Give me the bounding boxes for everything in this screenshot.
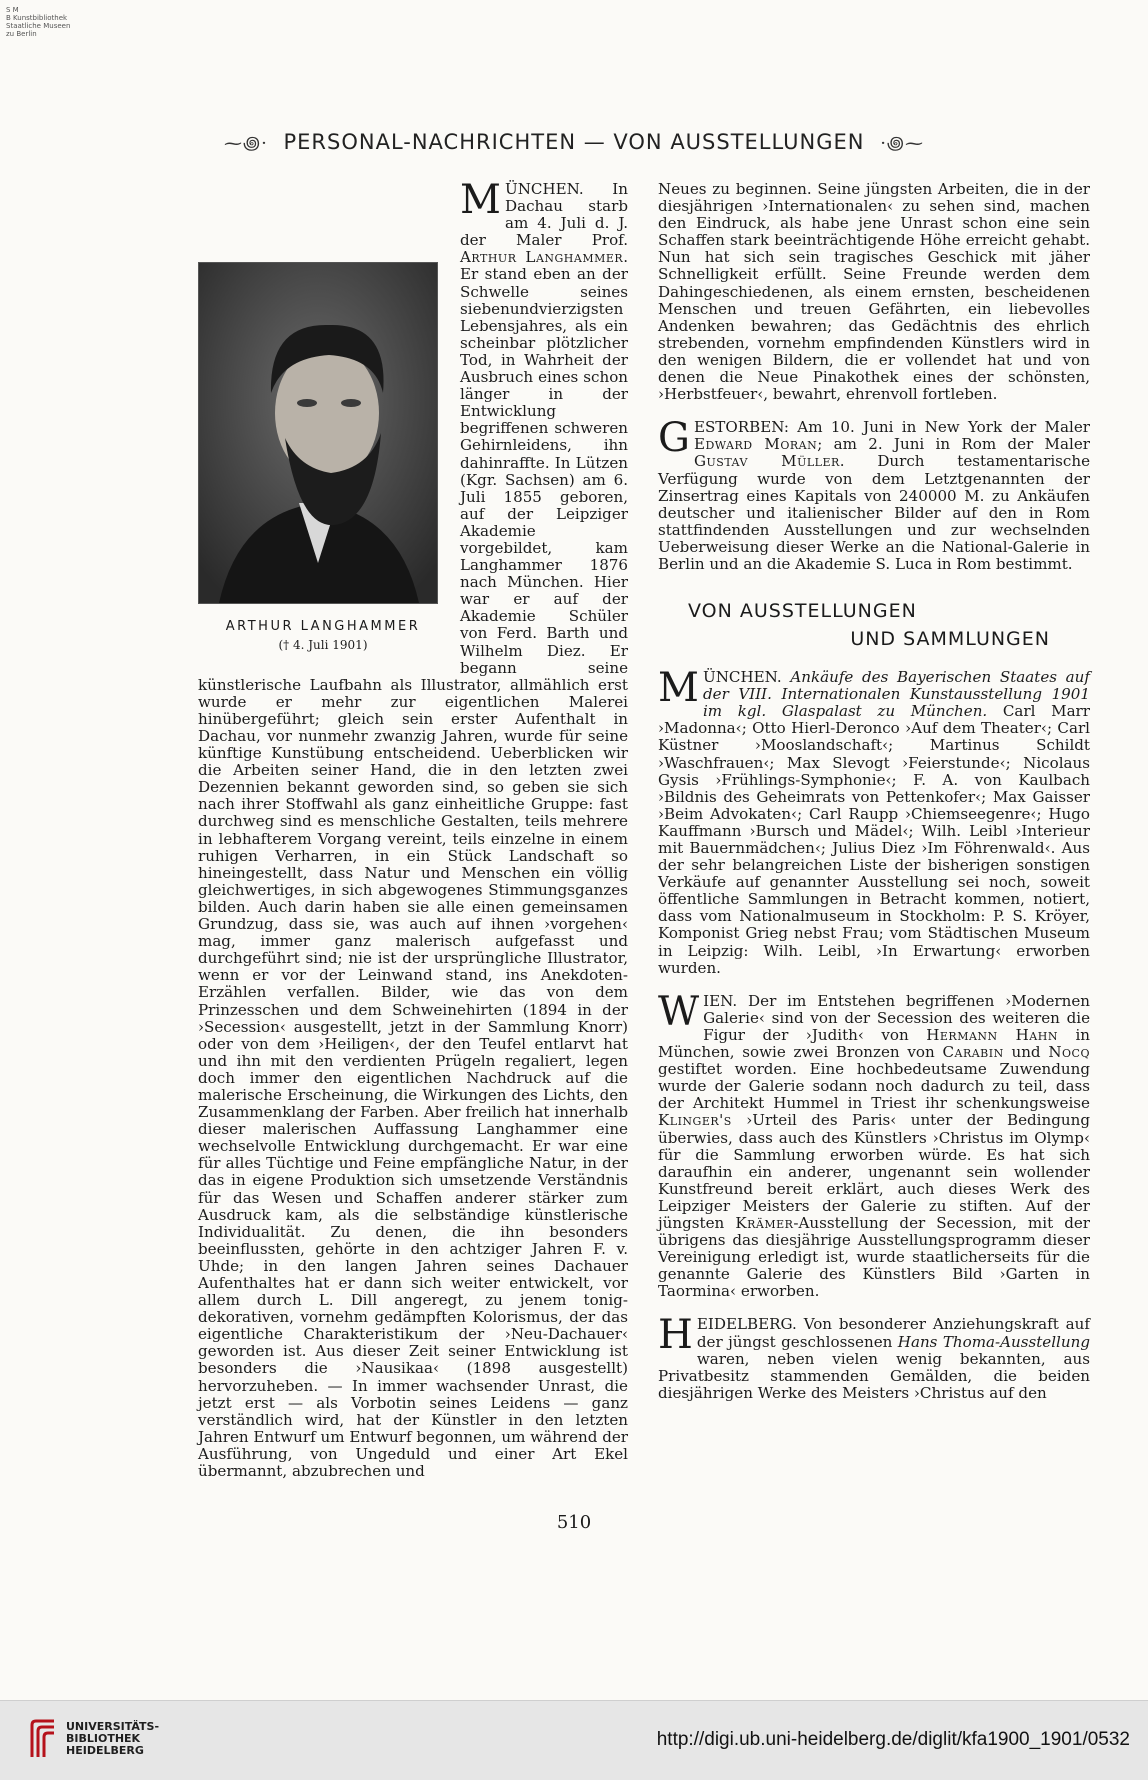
portrait-photo — [198, 262, 438, 604]
muenchen-paragraph: MÜNCHEN. Ankäufe des Bayerischen Staates auf der VIII. Internationalen Kunstausstellung 1901 im kgl. Glaspalast zu München. Carl Marr ›Madonna‹; Otto Hierl-Deronco ›Auf dem Theater‹; Carl Küstner ›Mooslandschaft‹; Martinus Schildt ›Waschfrauen‹; Max Slevogt ›Feierstunde‹; Nicolaus Gysis ›Frühlings-Symphonie‹; F. A. von Kaulbach ›Bildnis des Geheimrats von Pettenkofer‹; Max Gaisser ›Beim Advokaten‹; Carl Raupp ›Chiemseegenre‹; Hugo Kauffmann ›Bursch und Mädel‹; Wilh. Leibl ›Interieur mit Bauernmädchen‹; Julius Diez ›Im Föhrenwald‹. Aus der sehr belangreichen Liste der bisherigen sonstigen Verkäufe auf genannter Ausstellung sei noch, soweit öffentliche Sammlungen in Betracht kommen, notiert, dass vom Nationalmuseum in Stockholm: P. S. Kröyer, Komponist Grieg nebst Frau; vom Städtischen Museum in Leipzig: Wilh. Leibl, ›In Erwartung‹ erworben wurden. — [658, 665, 1090, 977]
continued-paragraph: Neues zu beginnen. Seine jüngsten Arbeiten, die in der diesjährigen ›Internationalen‹ zu sehen sind, machen den Eindruck, als habe jene Unrast schon eine sein Schaffen stark beeinträchtigende Höhe erreicht gehabt. Nun hat sich sein tragisches Geschick mit jäher Schnelligkeit erfüllt. Seine Freunde werden dem Dahingeschiedenen, als einem ernsten, bescheidenen Menschen und treuen Gefährten, ein liebevolles Andenken bewahren; das Gedächtnis des ehrlich strebenden, vornehm empfindenden Künstlers wird in den wenigen Bildern, die er vollendet hat und von denen die Neue Pinakothek eines der schönsten, ›Herbstfeuer‹, bewahrt, ehrenvoll fortleben. — [658, 180, 1090, 404]
section-title-line2: UND SAMMLUNGEN — [850, 628, 1050, 651]
drop-cap: W — [658, 988, 700, 1035]
left-column — [198, 177, 629, 1481]
portrait-figure — [198, 262, 448, 654]
left-ornament-icon: ⁓꩜· — [223, 133, 268, 154]
running-header — [0, 130, 1148, 156]
library-logo-icon — [28, 1719, 58, 1763]
permalink-url[interactable]: http://digi.ub.uni-heidelberg.de/diglit/kfa1900_1901/0532 — [656, 1729, 1130, 1750]
stamp-line: B Kunstbibliothek — [6, 14, 68, 22]
portrait-caption-name: ARTHUR LANGHAMMER — [225, 619, 421, 634]
stamp-line: Staatliche Museen — [6, 22, 71, 30]
person-name: Gustav Müller — [693, 452, 840, 471]
right-column — [658, 181, 1090, 1402]
portrait-caption-date: († 4. Juli 1901) — [278, 638, 368, 653]
drop-cap: H — [658, 1312, 693, 1359]
drop-cap: M — [658, 665, 699, 712]
drop-cap: G — [658, 415, 690, 462]
header-title: PERSONAL-NACHRICHTEN — VON AUSSTELLUNGEN — [283, 130, 865, 154]
heidelberg-paragraph: HEIDELBERG. Von besonderer Anziehungskraft auf der jüngst geschlossenen Hans Thoma-Ausstellung waren, neben vielen wenig bekannten, aus Privatbesitz stammenden Gemälden, die beiden diesjährigen Werke des Meisters ›Christus auf den — [658, 1312, 1090, 1402]
person-name: Edward Moran — [693, 435, 818, 454]
gestorben-paragraph: GESTORBEN: Am 10. Juni in New York der Maler Edward Moran; am 2. Juni in Rom der Maler Gustav Müller. Durch testamentarische Verfügung wurde von dem Letztgenannten der Zinsertrag eines Kapitals von 240000 M. zu Ankäufen deutscher und italienischer Bilder auf den in Rom stattfindenden Ausstellungen und zur wechselnden Ueberweisung dieser Werke an die National-Galerie in Berlin und an die Akademie S. Luca in Rom bestimmt. — [658, 415, 1090, 573]
obituary-paragraph: MÜNCHEN. In Dachau starb am 4. Juli d. J. der Maler Prof. Arthur Langhammer. Er stand eben an der Schwelle seines siebenundvierzigsten Lebensjahres, als ein scheinbar plötzlicher Tod, in Wahrheit der Ausbruch eines schon länger in der Entwicklung begriffenen schweren Gehirnleidens, ihn dahinraffte. In Lützen (Kgr. Sachsen) am 6. Juli 1855 geboren, auf der Leipziger Akademie vorgebildet, kam Langhammer 1876 nach München. Hier war er auf der Akademie Schüler von Ferd. Barth und Wilhelm Diez. Er begann seine künstlerische Laufbahn als Illustrator, allmählich erst wurde er mehr zur eigentlichen Malerei hinübergeführt; gleich sein erster Aufenthalt in Dachau, vor nunmehr zwanzig Jahren, wurde für seine künftige Kunstübung entscheidend. Ueberblicken wir die Arbeiten seiner Hand, die in den letzten zwei Dezennien bekannt geworden sind, so geben sie sich nach ihrer Stoffwahl als ganz einheitliche Gruppe: fast durchweg sind es menschliche Gestalten, teils mehrere in lebhafterem Vorgang vereint, teils einzelne in einem ruhigen Verharren, in ein Stück Landschaft so hineingestellt, dass Natur und Menschen ein völlig gleichwertiges, in sich abgewogenes Stimmungsganzes bilden. Auch darin haben sie alle einen gemeinsamen Grundzug, dass sie, was auch auf ihnen ›vorgehen‹ mag, immer ganz malerisch aufgefasst und durchgeführt sind; nie ist der ursprüngliche Illustrator, wenn er vor der Leinwand stand, ins Anekdoten-Erzählen verfallen. Bilder, wie das von dem Prinzesschen und dem Schweinehirten (1894 in der ›Secession‹ ausgestellt, jetzt in der Sammlung Knorr) oder von dem ›Heiligen‹, der den Teufel entlarvt hat und ihn mit den verdienten Prügeln regaliert, legen doch immer den eigentlichen Nachdruck auf die malerische Erscheinung, die Wirkungen des Lichts, den Zusammenklang der Farben. Aber freilich hat innerhalb dieser malerischen Auffassung Langhammer eine wechselvolle Entwicklung durchgemacht. Er war eine für alles Tüchtige und Feine empfängliche Natur, in der das in eigene Produktion sich umsetzende Verständnis für das Wesen und Schaffen anderer stärker zum Ausdruck kam, als die selbständige künstlerische Individualität. Zu denen, die ihn besonders beeinflussten, gehörte in den achtziger Jahren F. v. Uhde; in den langen Jahren seines Dachauer Aufenthaltes hat er dann sich weiter entwickelt, vor allem durch L. Dill angeregt, zu jenem tonig-dekorativen, vornehm gedämpften Kolorismus, der das eigentliche Charakteristikum der ›Neu-Dachauer‹ geworden ist. Aus dieser Zeit seiner Entwicklung ist besonders die ›Nausikaa‹ (1898 ausgestellt) hervorzuheben. — In immer wachsender Unrast, die jetzt erst — als Vorbotin seines Leidens — ganz verständlich wird, hat der Künstler in den letzten Jahren Entwurf um Entwurf begonnen, um während der Ausführung, von Ungeduld und einer Art Ekel übermannt, abzubrechen und — [198, 177, 629, 1481]
drop-cap: M — [460, 177, 501, 223]
page-number: 510 — [556, 1512, 592, 1533]
stamp-line: zu Berlin — [6, 30, 37, 38]
collection-stamp — [6, 6, 70, 38]
person-name: Arthur Langhammer — [460, 248, 624, 267]
digitization-footer — [0, 1700, 1148, 1780]
library-name: UNIVERSITÄTS- BIBLIOTHEK HEIDELBERG — [66, 1720, 160, 1757]
right-ornament-icon: ·꩜⁓ — [880, 133, 925, 154]
wien-paragraph: WIEN. Der im Entstehen begriffenen ›Modernen Galerie‹ sind von der Secession des weiteren die Figur der ›Judith‹ von Hermann Hahn in München, sowie zwei Bronzen von Carabin und Nocq gestiftet worden. Eine hochbedeutsame Zuwendung wurde der Galerie sodann noch dadurch zu teil, dass der Architekt Hummel in Triest ihr schenkungsweise Klinger's ›Urteil des Paris‹ unter der Bedingung überwies, dass auch des Künstlers ›Christus im Olymp‹ für die Sammlung erworben würde. Es hat sich daraufhin ein anderer, ungenannt sein wollender Kunstfreund bereit erklärt, auch dieses Werk des Leipziger Meisters der Galerie zu stiften. Auf der jüngsten Krämer-Ausstellung der Secession, mit der übrigens das diesjährige Ausstellungsprogramm dieser Vereinigung erledigt ist, wurde staatlicherseits für die genannte Galerie des Künstlers Bild ›Garten in Taormina‹ erworben. — [658, 988, 1090, 1301]
stamp-line: S M — [6, 6, 19, 14]
section-title-line1: VON AUSSTELLUNGEN — [688, 600, 917, 623]
